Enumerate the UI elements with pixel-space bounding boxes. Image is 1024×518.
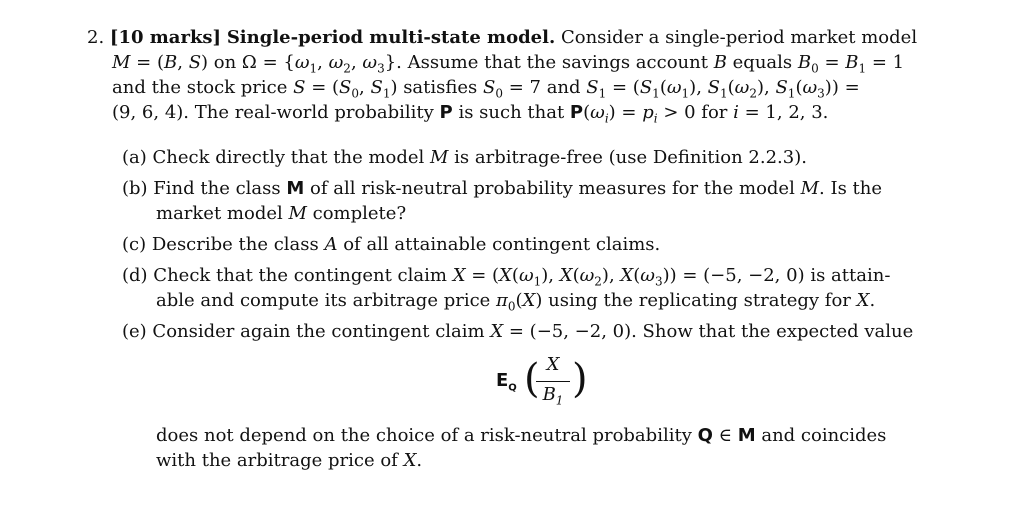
part-d-label: (d) xyxy=(122,265,148,286)
part-c: (c) Describe the class A of all attainable contingent claims. xyxy=(122,234,661,255)
part-e-line-1: (e) Consider again the contingent claim X = (−5, −2, 0). Show that the expected value xyxy=(122,321,914,342)
part-b-line-2: market model M complete? xyxy=(156,203,407,224)
problem-title: Single-period multi-state model. xyxy=(226,27,556,48)
intro-line-4: (9, 6, 4). The real-world probability P is such that $P(\omega_i) = p_i > 0$ for i = 1, 2, 3. xyxy=(112,102,829,126)
part-b-line-1: (b) Find the class M of all risk-neutral probability measures for the model M. Is the xyxy=(122,178,883,199)
part-c-label: (c) xyxy=(122,234,147,255)
part-a-label: (a) xyxy=(122,147,147,168)
intro-line-2: M = (B, S) on $\Omega = \{\omega_1$, $\omega_2$, $\omega_3$}. Assume that the savings account B equals $B_0 = B_1 = 1$ xyxy=(112,52,905,76)
part-a: (a) Check directly that the model M is arbitrage-free (use Definition 2.2.3). xyxy=(122,147,807,168)
part-e-line-2: does not depend on the choice of a risk-neutral probability Q ∈ M and coincides xyxy=(156,425,887,446)
part-b-label: (b) xyxy=(122,178,148,199)
part-e-line-3: with the arbitrage price of X. xyxy=(156,450,423,471)
intro-line-1: 2. [10 marks] Single-period multi-state model. Consider a single-period market model xyxy=(87,27,918,48)
problem-marks: [10 marks] xyxy=(109,27,222,48)
expected-value-formula: $E_Q$ ( X $B_1$ ) xyxy=(496,354,588,408)
part-d-line-1: (d) Check that the contingent claim $X = (X(\omega_1)$, $X(\omega_2)$, $X(\omega_3)) = (-5$, −2, 0) is attain- xyxy=(122,265,891,289)
part-d-line-2: able and compute its arbitrage price $\pi_0(X)$ using the replicating strategy for X. xyxy=(156,290,876,314)
problem-number: 2. xyxy=(87,27,105,48)
part-e-label: (e) xyxy=(122,321,147,342)
intro-line-3: and the stock price $S = (S_0$, $S_1$) satisfies $S_0 = 7$ and $S_1 = (S_1(\omega_1)$, $S_1(\omega_2)$, $S_1(\omega_3)$) = xyxy=(112,77,860,101)
